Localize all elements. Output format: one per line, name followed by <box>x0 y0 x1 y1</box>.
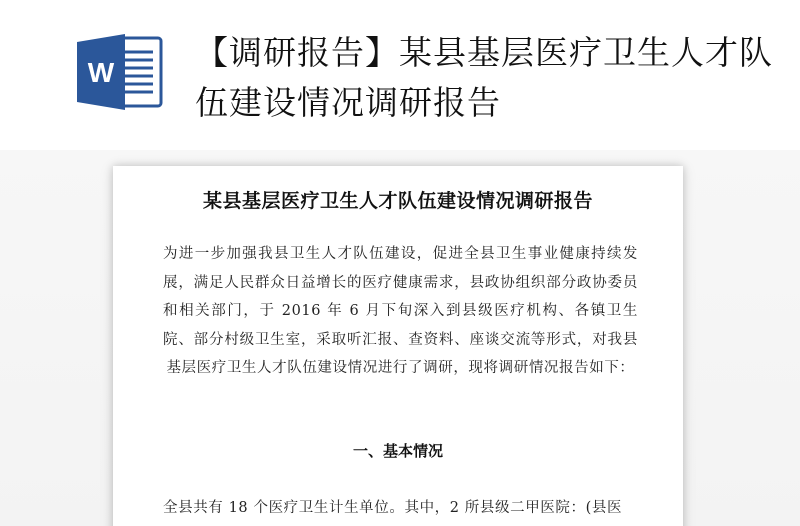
section-heading: 一、基本情况 <box>352 442 443 460</box>
intro-paragraph: 为进一步加强我县卫生人才队伍建设，促进全县卫生事业健康持续发展，满足人民群众日益增长的医疗健康需求，县政协组织部分政协委员和相关部门，于 2016 年 6 月下旬深入到县级医疗机构、各镇卫生院、部分村级卫生室，采取听汇报、查资料、座谈交流等形式，对我县基层医疗卫生人才队伍建设情况进行了调研，现将调研情况报告如下： <box>163 246 638 376</box>
document-title: 某县基层医疗卫生人才队伍建设情况调研报告 <box>202 190 593 212</box>
header <box>0 0 800 150</box>
section-paragraph: 全县共有 18 个医疗卫生计生单位。其中，2 所县级二甲医院：(县医 <box>163 500 623 516</box>
svg-text:W: W <box>87 57 115 88</box>
page-title: 【调研报告】某县基层医疗卫生人才队伍建设情况调研报告 <box>195 33 773 122</box>
word-icon <box>75 32 165 112</box>
document-page <box>113 166 683 526</box>
